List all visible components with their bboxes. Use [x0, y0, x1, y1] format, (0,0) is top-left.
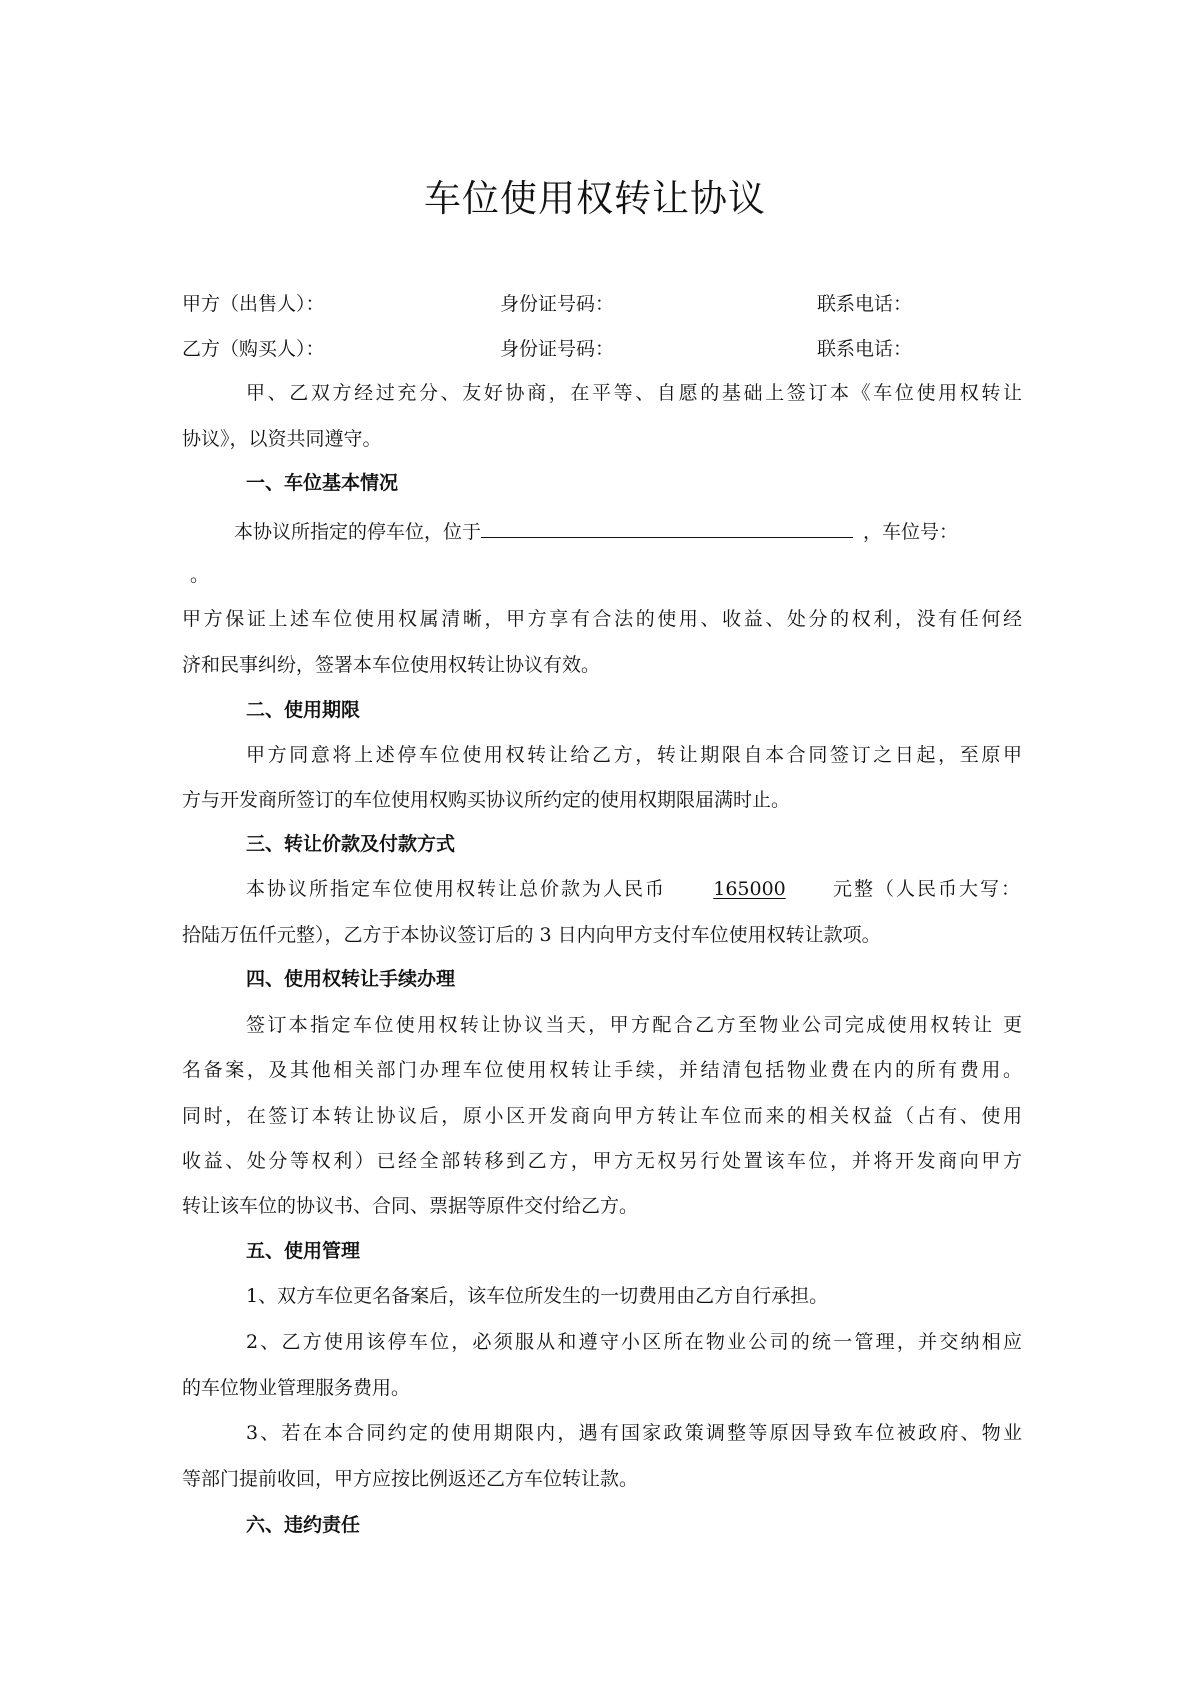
section1-location-line	[234, 515, 1022, 545]
section4-line-1: 签订本指定车位使用权转让协议当天，甲方配合乙方至物业公司完成使用权转让 更	[246, 1014, 1022, 1036]
section4-line-2: 名备案，及其他相关部门办理车位使用权转让手续，并结清包括物业费在内的所有费用。	[182, 1059, 1022, 1081]
section3-line-1	[246, 876, 1022, 902]
section5-item-2-line-1: 2、乙方使用该停车位，必须服从和遵守小区所在物业公司的统一管理，并交纳相应	[246, 1331, 1022, 1353]
section6-heading: 六、违约责任	[246, 1514, 361, 1536]
section1-location-suffix: ，车位号：	[863, 521, 959, 543]
section5-item-2-line-2: 的车位物业管理服务费用。	[182, 1377, 411, 1399]
section3-line-2: 拾陆万伍仟元整），乙方于本协议签订后的 3 日内向甲方支付车位使用权转让款项。	[182, 924, 881, 946]
section5-item-1: 1、双方车位更名备案后，该车位所发生的一切费用由乙方自行承担。	[246, 1285, 829, 1307]
document-title: 车位使用权转让协议	[424, 177, 766, 220]
section4-line-4: 收益、处分等权利）已经全部转移到乙方，甲方无权另行处置该车位，并将开发商向甲方	[182, 1150, 1022, 1172]
party-b-id-label: 身份证号码：	[500, 338, 615, 360]
section1-line-3: 甲方保证上述车位使用权属清晰，甲方享有合法的使用、收益、处分的权利，没有任何经	[182, 608, 1022, 630]
section3-heading: 三、转让价款及付款方式	[246, 833, 456, 855]
section1-heading: 一、车位基本情况	[246, 472, 399, 494]
section5-item-3-line-2: 等部门提前收回，甲方应按比例返还乙方车位转让款。	[182, 1468, 639, 1490]
section4-heading: 四、使用权转让手续办理	[246, 968, 456, 990]
section2-line-1: 甲方同意将上述停车位使用权转让给乙方，转让期限自本合同签订之日起，至原甲	[246, 744, 1022, 766]
preamble-line-1: 甲、乙双方经过充分、友好协商，在平等、自愿的基础上签订本《车位使用权转让	[246, 382, 1022, 404]
section5-heading: 五、使用管理	[246, 1240, 361, 1262]
party-a-phone-label: 联系电话：	[817, 293, 913, 315]
section1-line-4: 济和民事纠纷，签署本车位使用权转让协议有效。	[182, 654, 601, 676]
location-blank	[481, 515, 853, 538]
section3-price-prefix: 本协议所指定车位使用权转让总价款为人民币	[246, 878, 667, 900]
price-value: 165000	[713, 878, 786, 900]
section5-item-3-line-1: 3、若在本合同约定的使用期限内，遇有国家政策调整等原因导致车位被政府、物业	[246, 1422, 1022, 1444]
section2-heading: 二、使用期限	[246, 699, 361, 721]
section1-period-line: 。	[190, 564, 210, 586]
section2-line-2: 方与开发商所签订的车位使用权购买协议所约定的使用权期限届满时止。	[182, 789, 791, 811]
section1-location-prefix: 本协议所指定的停车位，位于	[234, 521, 482, 543]
section4-line-3: 同时，在签订本转让协议后，原小区开发商向甲方转让车位而来的相关权益（占有、使用	[182, 1105, 1022, 1127]
party-b-label: 乙方（购买人）：	[182, 338, 325, 360]
party-a-id-label: 身份证号码：	[500, 293, 615, 315]
section4-line-5: 转让该车位的协议书、合同、票据等原件交付给乙方。	[182, 1195, 639, 1217]
preamble-line-2: 协议》，以资共同遵守。	[182, 428, 382, 450]
party-b-phone-label: 联系电话：	[817, 338, 913, 360]
party-a-label: 甲方（出售人）：	[182, 293, 325, 315]
section3-price-suffix: 元整（人民币大写：	[832, 878, 1022, 900]
